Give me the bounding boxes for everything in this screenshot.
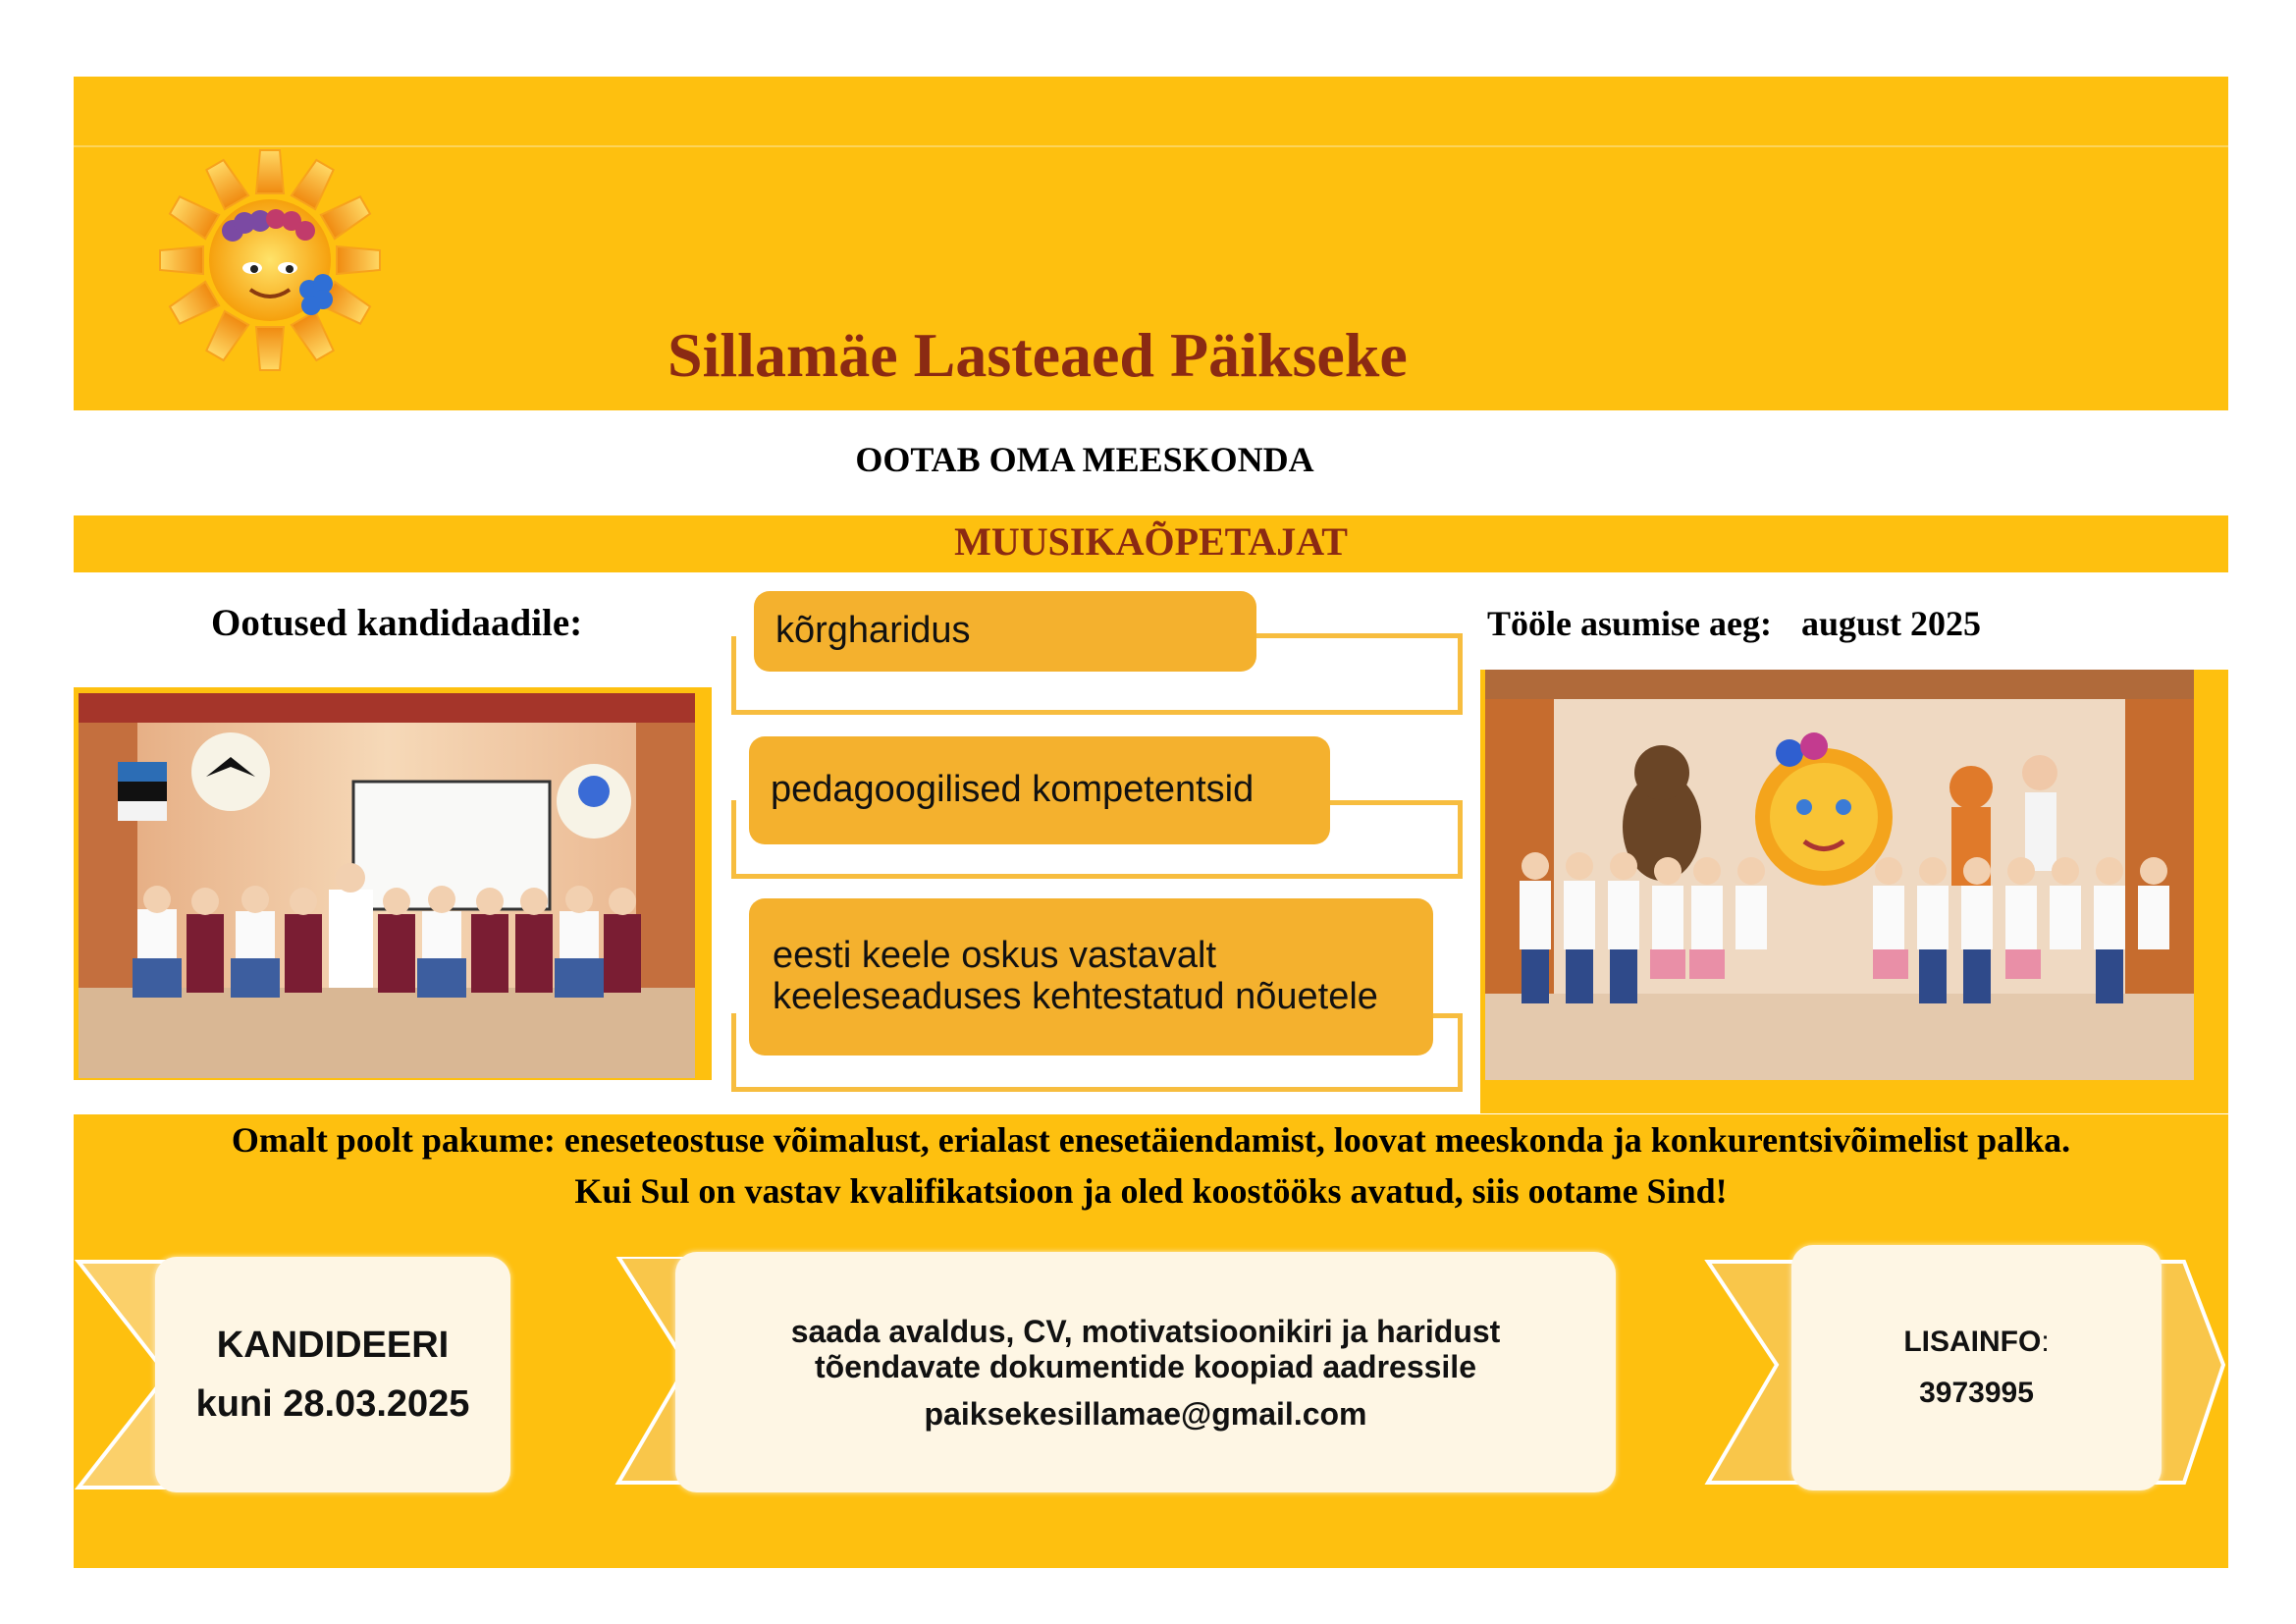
req-language-line2: keeleseaduses kehtestatud nõuetele <box>773 976 1378 1017</box>
req-degree-text: kõrgharidus <box>775 610 971 652</box>
subtitle: OOTAB OMA MEESKONDA <box>855 440 1314 479</box>
apply-card <box>155 1257 510 1492</box>
offer-line-1: Omalt poolt pakume: eneseteostuse võimalust, erialast enesetäiendamist, loovat meeskonda ja konkurentsivõimelist palka. <box>231 1120 2071 1160</box>
start-label-text: Tööle asumise aeg: <box>1487 604 1772 643</box>
req-box-language <box>749 898 1433 1056</box>
photo-children-with-mascots <box>1485 670 2194 1080</box>
expectations-label: Ootused kandidaadile: <box>211 602 583 644</box>
photo-folk-dancers <box>79 693 695 1078</box>
send-documents-card <box>675 1252 1616 1492</box>
sun-logo-icon <box>147 147 417 373</box>
start-date-value: august 2025 <box>1800 604 1982 643</box>
position-title: MUUSIKAÕPETAJAT <box>954 519 1348 564</box>
contact-email[interactable]: paiksekesillamae@gmail.com <box>924 1395 1367 1432</box>
send-line-1: saada avaldus, CV, motivatsioonikiri ja haridust <box>790 1313 1501 1349</box>
req-box-competences <box>749 736 1330 844</box>
req-box-degree <box>754 591 1256 672</box>
offer-line-2: Kui Sul on vastav kvalifikatsioon ja oled koostööks avatud, siis ootame Sind! <box>574 1171 1728 1211</box>
send-line-2: tõendavate dokumentide koopiad aadressile <box>815 1348 1476 1384</box>
apply-line-1: KANDIDEERI <box>216 1325 450 1366</box>
req-language-line1: eesti keele oskus vastavalt <box>773 935 1217 977</box>
info-label: LISAINFO <box>1903 1326 2042 1358</box>
info-phone[interactable]: 3973995 <box>1919 1377 2034 1409</box>
apply-deadline: kuni 28.03.2025 <box>195 1383 470 1425</box>
offer-text <box>74 1114 2228 1217</box>
req-competences-text: pedagoogilised kompetentsid <box>771 769 1255 811</box>
start-date-label <box>1487 603 1981 644</box>
page-title: Sillamäe Lasteaed Päikseke <box>667 320 1408 390</box>
info-card <box>1791 1245 2162 1490</box>
info-colon: : <box>2041 1326 2050 1358</box>
